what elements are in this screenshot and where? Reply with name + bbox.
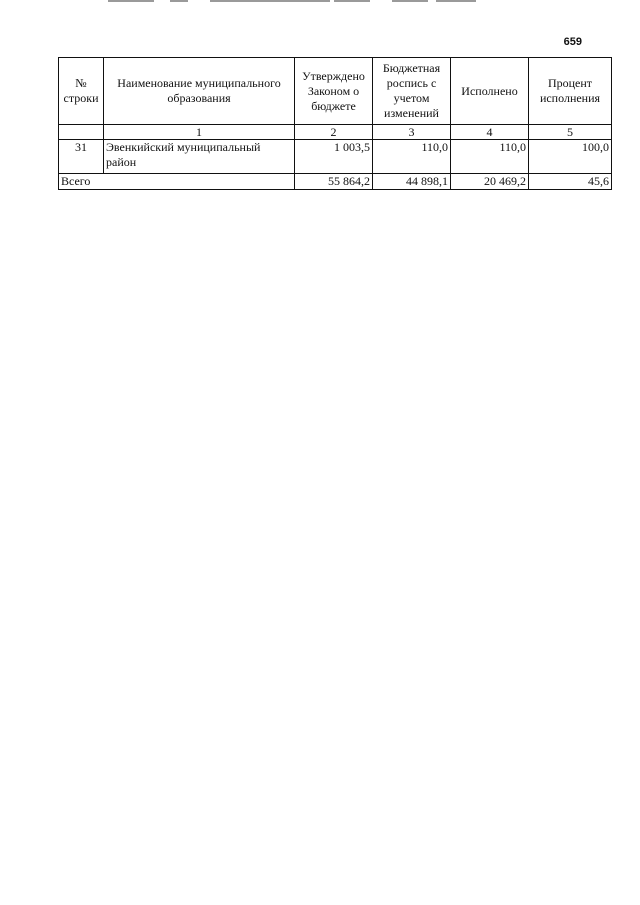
page-number: 659 — [563, 36, 582, 48]
total-label-cell: Всего — [59, 174, 295, 190]
approved-cell: 1 003,5 — [295, 140, 373, 174]
total-percent-cell: 45,6 — [529, 174, 612, 190]
municipality-name-cell: Эвенкийский муниципальный район — [104, 140, 295, 174]
column-number-cell — [59, 125, 104, 140]
row-number-cell: 31 — [59, 140, 104, 174]
budget-execution-table — [58, 57, 612, 190]
column-number-cell: 1 — [104, 125, 295, 140]
header-execution-percent: Процент исполнения — [529, 58, 612, 125]
column-number-cell: 5 — [529, 125, 612, 140]
total-schedule-cell: 44 898,1 — [373, 174, 451, 190]
top-edge-marks — [0, 0, 640, 4]
table-header-row — [59, 58, 612, 125]
percent-cell: 100,0 — [529, 140, 612, 174]
total-row — [59, 174, 612, 190]
executed-cell: 110,0 — [451, 140, 529, 174]
table-row — [59, 140, 612, 174]
header-municipality-name: Наименование муниципального образования — [104, 58, 295, 125]
header-budget-schedule: Бюджетная роспись с учетом изменений — [373, 58, 451, 125]
header-row-number: № строки — [59, 58, 104, 125]
total-executed-cell: 20 469,2 — [451, 174, 529, 190]
column-number-cell: 4 — [451, 125, 529, 140]
column-number-cell: 3 — [373, 125, 451, 140]
header-approved-by-law: Утверждено Законом о бюджете — [295, 58, 373, 125]
total-approved-cell: 55 864,2 — [295, 174, 373, 190]
column-numbers-row — [59, 125, 612, 140]
header-executed: Исполнено — [451, 58, 529, 125]
column-number-cell: 2 — [295, 125, 373, 140]
schedule-cell: 110,0 — [373, 140, 451, 174]
